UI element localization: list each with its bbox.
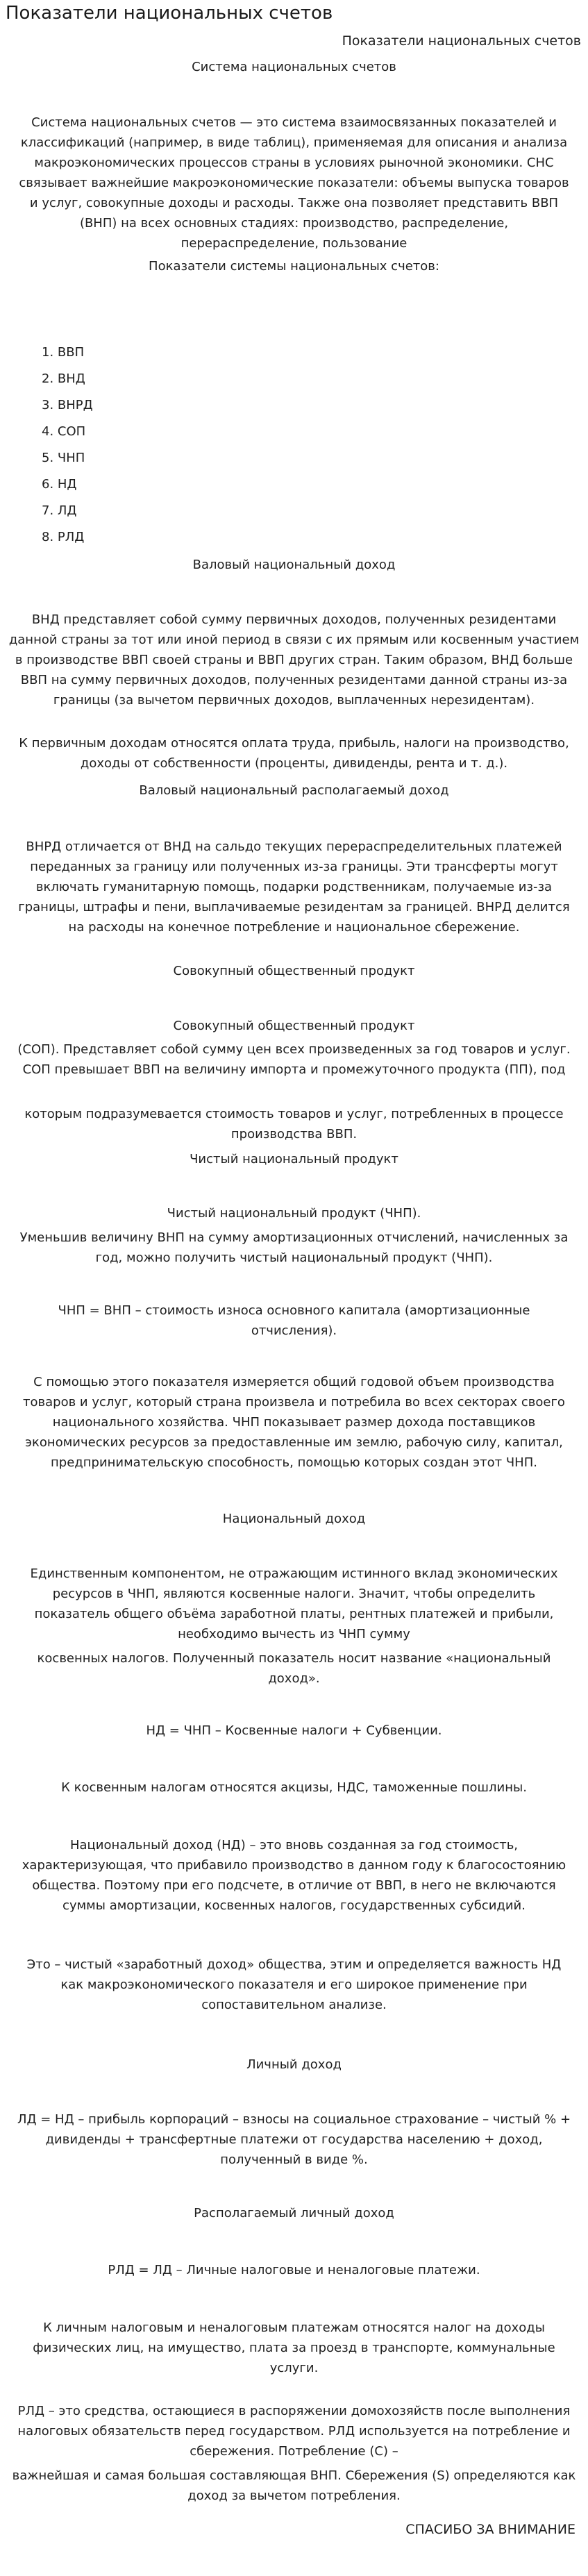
list-item: 3. ВНРД	[42, 398, 93, 412]
list-item: 7. ЛД	[42, 503, 77, 518]
pi-formula: ЛД = НД – прибыль корпораций – взносы на социальное страхование – чистый % + дивиденды + трансфертные платежи от государства населению + доход, полученный в виде %.	[17, 2112, 571, 2167]
header-title: Показатели национальных счетов	[342, 33, 581, 49]
ni-paragraph-2: косвенных налогов. Полученный показатель носит название «национальный доход».	[37, 1651, 551, 1686]
dpi-paragraph: К личным налоговым и неналоговым платежам относятся налог на доходы физических лиц, на имущество, плата за проезд в транспорте, коммунальные услуги.	[33, 2320, 555, 2375]
gndi-paragraph: ВНРД отличается от ВНД на сальдо текущих перераспределительных платежей переданных за границу или полученных из-за границы. Эти трансферты могут включать гуманитарную помощь, подарки родственникам, получаемые из-за границы, штрафы и пени, выплачиваемые резидентам за границей. ВНРД делится на расходы на конечное потребление и национальное сбережение.	[18, 839, 570, 935]
list-item: 6. НД	[42, 477, 77, 492]
gni-heading: Валовый национальный доход	[192, 558, 396, 572]
dpi-formula: РЛД = ЛД – Личные налоговые и неналоговые платежи.	[108, 2263, 480, 2277]
list-item: 4. СОП	[42, 424, 86, 439]
ni-paragraph-5: Это – чистый «заработный доход» общества, этим и определяется важность НД как макроэкономического показателя и его широкое применение при сопоставительном анализе.	[26, 1957, 562, 2012]
gni-paragraph: ВНД представляет собой сумму первичных доходов, полученных резидентами данной страны за тот или иной период в связи с их прямым или косвенным участием в производстве ВВП своей страны и ВВП других стран. Таким образом, ВНД больше ВВП на сумму первичных доходов, полученных резидентами данной страны из-за границы (за вычетом первичных доходов, выплаченных нерезидентам).	[8, 612, 580, 708]
nnp-formula: ЧНП = ВНП – стоимость износа основного капитала (амортизационные отчисления).	[58, 1303, 530, 1338]
nnp-paragraph-2: С помощью этого показателя измеряется общий годовой объем производства товаров и услуг, который страна произвела и потребила во всех секторах своего национального хозяйства. ЧНП показывает размер дохода поставщиков экономических ресурсов за предоставленные им землю, рабочую силу, капитал, предпринимательскую способность, помощью которых создан этот ЧНП.	[23, 1375, 565, 1470]
nnp-heading-2: Чистый национальный продукт (ЧНП).	[167, 1206, 421, 1221]
dpi-heading: Располагаемый личный доход	[194, 2206, 394, 2220]
list-heading: Показатели системы национальных счетов:	[149, 259, 439, 274]
indicator-list	[42, 340, 93, 551]
nnp-paragraph: Уменьшив величину ВНП на сумму амортизационных отчислений, начисленных за год, можно получить чистый национальный продукт (ЧНП).	[19, 1230, 569, 1265]
sop-paragraph-2: которым подразумевается стоимость товаров и услуг, потребленных в процессе производства ВВП.	[24, 1107, 564, 1141]
list-item: 1. ВВП	[42, 345, 85, 360]
sop-heading-2: Совокупный общественный продукт	[173, 1019, 415, 1033]
dpi-paragraph-3: важнейшая и самая большая составляющая ВНП. Сбережения (S) определяются как доход за вычетом потребления.	[12, 2468, 576, 2503]
thanks-footer: СПАСИБО ЗА ВНИМАНИЕ	[405, 2522, 576, 2537]
list-item: 5. ЧНП	[42, 451, 85, 465]
gndi-heading: Валовый национальный располагаемый доход	[139, 783, 449, 798]
ni-formula: НД = ЧНП – Косвенные налоги + Субвенции.	[146, 1723, 442, 1738]
ni-paragraph-4: Национальный доход (НД) – это вновь созданная за год стоимость, характеризующая, что прибавило производство в данном году к благосостоянию общества. Поэтому при его подсчете, в отличие от ВВП, в него не включаются суммы амортизации, косвенных налогов, государственных субсидий.	[22, 1838, 566, 1913]
sop-heading: Совокупный общественный продукт	[173, 964, 415, 978]
dpi-paragraph-2: РЛД – это средства, остающиеся в распоряжении домохозяйств после выполнения налоговых обязательств перед государством. РЛД используется на потребление и сбережения. Потребление (С) –	[17, 2404, 571, 2459]
intro-paragraph: Система национальных счетов — это система взаимосвязанных показателей и классификаций (например, в виде таблиц), применяемая для описания и анализа макроэкономических процессов страны в условиях рыночной экономики. СНС связывает важнейшие макроэкономические показатели: объемы выпуска товаров и услуг, совокупные доходы и расходы. Также она позволяет представить ВВП (ВНП) на всех основных стадиях: производство, распределение, перераспределение, пользование	[19, 115, 569, 251]
list-item: 8. РЛД	[42, 530, 85, 544]
ni-paragraph-3: К косвенным налогам относятся акцизы, НДС, таможенные пошлины.	[61, 1780, 527, 1795]
nnp-heading: Чистый национальный продукт	[190, 1152, 398, 1166]
sop-paragraph: (СОП). Представляет собой сумму цен всех произведенных за год товаров и услуг. СОП превышает ВВП на величину импорта и промежуточного продукта (ПП), под	[17, 1042, 571, 1077]
gni-paragraph-2: К первичным доходам относятся оплата труда, прибыль, налоги на производство, доходы от собственности (проценты, дивиденды, рента и т. д.).	[19, 736, 569, 771]
ni-heading: Национальный доход	[222, 1512, 366, 1526]
list-item: 2. ВНД	[42, 371, 85, 386]
subtitle: Система национальных счетов	[192, 60, 396, 74]
document-title: Показатели национальных счетов	[6, 3, 333, 24]
pi-heading: Личный доход	[246, 2057, 342, 2072]
ni-paragraph: Единственным компонентом, не отражающим истинного вклад экономических ресурсов в ЧНП, являются косвенные налоги. Значит, чтобы определить показатель общего объёма заработной платы, рентных платежей и прибыли, необходимо вычесть из ЧНП сумму	[30, 1566, 558, 1641]
